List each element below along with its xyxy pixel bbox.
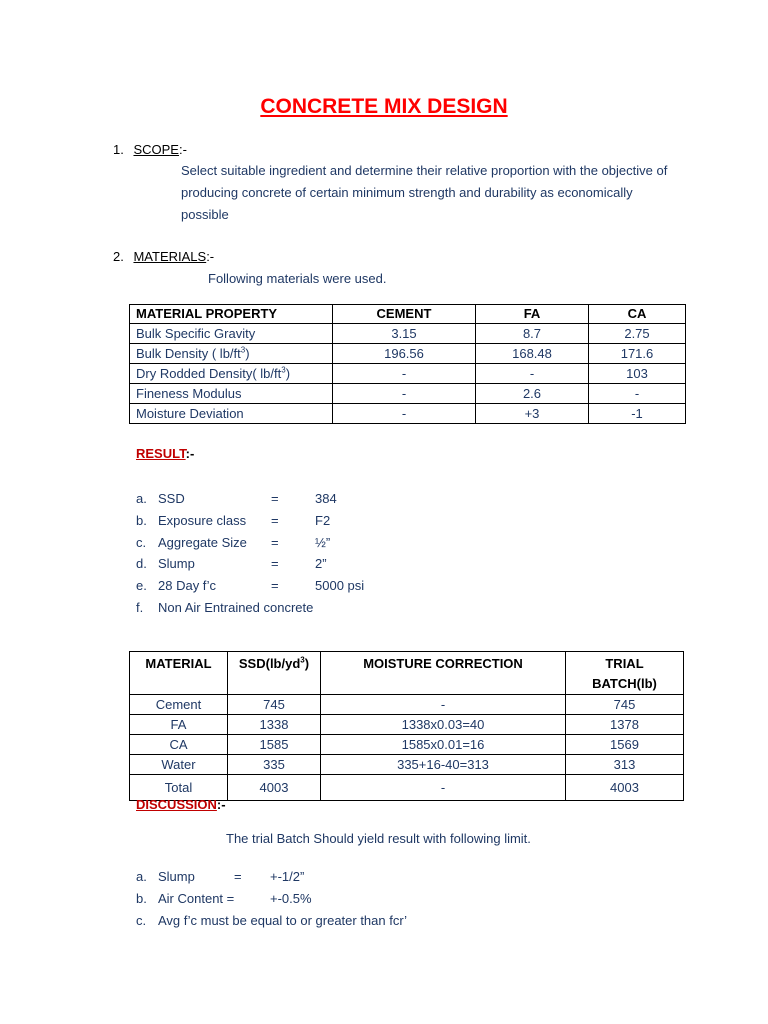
result-heading-label: RESULT <box>136 446 186 461</box>
list-item: b. Air Content = +-0.5% <box>136 891 312 906</box>
list-item: a. Slump = +-1/2” <box>136 869 305 884</box>
header-trial-batch: TRIAL BATCH(lb) <box>566 652 684 695</box>
header-ssd: $SSD(lb/yd^3)$ <box>228 652 321 695</box>
cell-correction: - <box>321 695 566 715</box>
list-item: f. Non Air Entrained concrete <box>136 599 314 615</box>
list-item: e. 28 Day f’c = 5000 psi <box>136 578 365 594</box>
cell-ca: 171.6 <box>589 344 686 364</box>
header-moisture-correction: MOISTURE CORRECTION <box>321 652 566 695</box>
table-row <box>130 324 686 344</box>
cell-fa: 168.48 <box>476 344 589 364</box>
cell-ca: -1 <box>589 404 686 424</box>
scope-number: 1. <box>113 142 124 157</box>
table-row <box>130 404 686 424</box>
cell-material: CA <box>130 735 228 755</box>
header-fa: FA <box>476 305 589 324</box>
cell-material: FA <box>130 715 228 735</box>
cell-property: Bulk Density ( $lb/ft^3$) <box>130 344 333 364</box>
table-row <box>130 364 686 384</box>
discussion-list <box>136 866 407 932</box>
discussion-heading-label: DISCUSSION <box>136 797 217 812</box>
cell-trial: 313 <box>566 755 684 775</box>
cell-fa: +3 <box>476 404 589 424</box>
cell-correction: 1585x0.01=16 <box>321 735 566 755</box>
cell-ca: 103 <box>589 364 686 384</box>
cell-cement: - <box>333 384 476 404</box>
materials-heading: 2. MATERIALS:- <box>113 249 215 264</box>
scope-text: Select suitable ingredient and determine their relative proportion with the objective of producing concrete of certain minimum strength and durability as economically possible <box>181 163 668 222</box>
list-item: c. Aggregate Size = ½” <box>136 534 331 550</box>
cell-trial: 1378 <box>566 715 684 735</box>
cell-fa: 2.6 <box>476 384 589 404</box>
header-cement: CEMENT <box>333 305 476 324</box>
cell-cement: 3.15 <box>333 324 476 344</box>
cell-ca: - <box>589 384 686 404</box>
cell-cement: - <box>333 404 476 424</box>
cell-ssd: 1585 <box>228 735 321 755</box>
result-list <box>136 488 364 619</box>
result-heading: RESULT:- <box>136 446 195 461</box>
table-row <box>130 344 686 364</box>
cell-fa: 8.7 <box>476 324 589 344</box>
materials-table <box>129 304 686 424</box>
cell-correction: - <box>321 775 566 801</box>
cell-trial: 1569 <box>566 735 684 755</box>
list-item: d. Slump = 2” <box>136 556 327 572</box>
list-item: a. SSD = 384 <box>136 491 337 506</box>
cell-correction: 335+16-40=313 <box>321 755 566 775</box>
cell-material: Cement <box>130 695 228 715</box>
cell-ssd: 4003 <box>228 775 321 801</box>
cell-ssd: 1338 <box>228 715 321 735</box>
header-material-property: MATERIAL PROPERTY <box>130 305 333 324</box>
table-header-row <box>130 652 684 695</box>
table-row <box>130 695 684 715</box>
cell-trial: 745 <box>566 695 684 715</box>
cell-ca: 2.75 <box>589 324 686 344</box>
cell-property: Moisture Deviation <box>130 404 333 424</box>
materials-number: 2. <box>113 249 124 264</box>
cell-property: Fineness Modulus <box>130 384 333 404</box>
table-header-row <box>130 305 686 324</box>
cell-fa: - <box>476 364 589 384</box>
header-ca: CA <box>589 305 686 324</box>
cell-property: Bulk Specific Gravity <box>130 324 333 344</box>
discussion-heading: DISCUSSION:- <box>136 797 226 812</box>
table-row <box>130 735 684 755</box>
header-material: MATERIAL <box>130 652 228 695</box>
cell-ssd: 335 <box>228 755 321 775</box>
cell-material: Total <box>130 775 228 801</box>
trial-batch-table <box>129 651 684 801</box>
cell-cement: - <box>333 364 476 384</box>
cell-material: Water <box>130 755 228 775</box>
discussion-intro: The trial Batch Should yield result with following limit. <box>226 831 531 846</box>
cell-ssd: 745 <box>228 695 321 715</box>
table-row <box>130 384 686 404</box>
scope-heading: 1. SCOPE:- <box>113 142 187 157</box>
cell-trial: 4003 <box>566 775 684 801</box>
page-title: CONCRETE MIX DESIGN <box>260 95 508 118</box>
table-row <box>130 715 684 735</box>
table-row <box>130 755 684 775</box>
cell-cement: 196.56 <box>333 344 476 364</box>
list-item: c. Avg f’c must be equal to or greater than fcr’ <box>136 913 408 928</box>
scope-heading-label: SCOPE <box>133 142 179 157</box>
list-item: b. Exposure class = F2 <box>136 512 331 528</box>
cell-property: Dry Rodded Density( $lb/ft^3$) <box>130 364 333 384</box>
materials-intro: Following materials were used. <box>208 271 387 286</box>
cell-correction: 1338x0.03=40 <box>321 715 566 735</box>
materials-heading-label: MATERIALS <box>133 249 207 264</box>
